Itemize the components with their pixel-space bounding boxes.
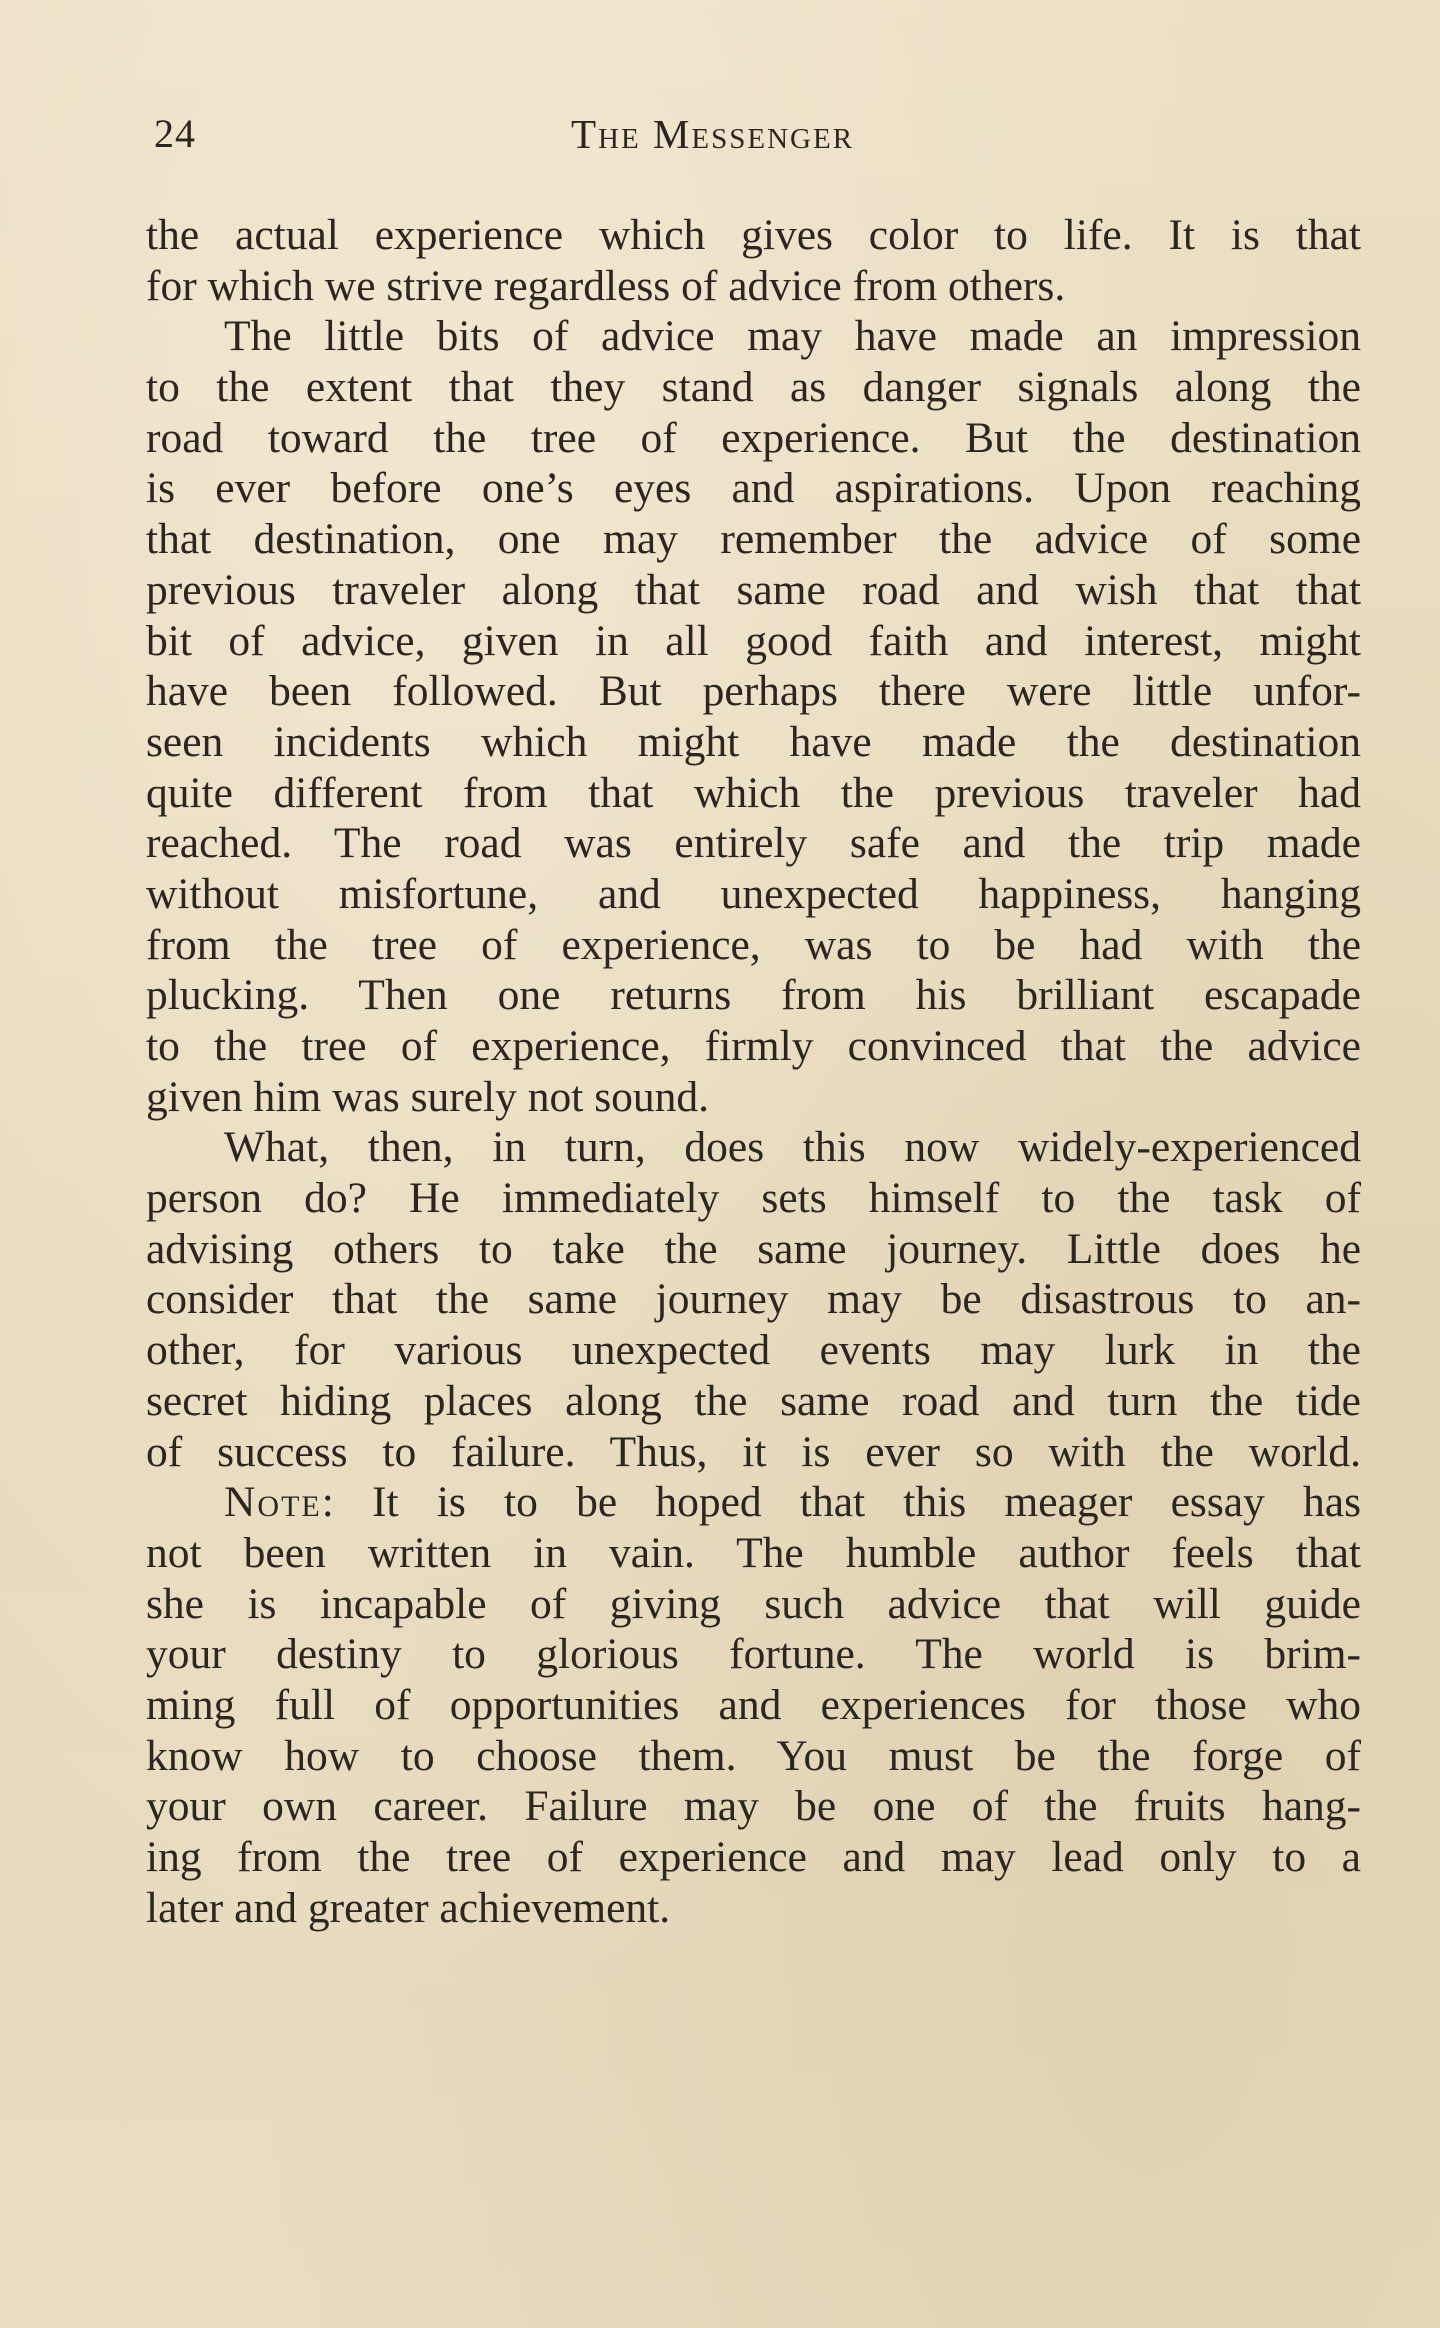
text-line: road toward the tree of experience. But the destination [146,413,1361,462]
text-line: other, for various unexpected events may lurk in the [146,1326,1361,1375]
text-line: bit of advice, given in all good faith and interest, might [146,616,1361,665]
paragraph-2 [146,311,1361,1122]
text-line: person do? He immediately sets himself to the task of [146,1174,1361,1223]
text-line: consider that the same journey may be disastrous to an- [146,1275,1361,1324]
text-line: seen incidents which might have made the destination [146,717,1361,766]
text-line: The little bits of advice may have made an impression [224,312,1361,361]
text-line: reached. The road was entirely safe and the trip made [146,819,1361,868]
body-text [146,210,1361,1933]
running-title: The Messenger [571,111,855,157]
text-line: from the tree of experience, was to be had with the [146,920,1361,969]
text-line: she is incapable of giving such advice that will guide [146,1579,1361,1628]
text-line: ing from the tree of experience and may lead only to a [146,1833,1361,1881]
text-line: not been written in vain. The humble author feels that [146,1528,1361,1577]
text-line: quite different from that which the previous traveler had [146,768,1361,817]
text-line [146,1477,1361,1528]
text-line: advising others to take the same journey. Little does he [146,1224,1361,1273]
text-line: your own career. Failure may be one of the fruits hang- [146,1782,1361,1831]
text-line: What, then, in turn, does this now widely-experienced [224,1123,1361,1172]
text-line: plucking. Then one returns from his brilliant escapade [146,971,1361,1020]
paragraph-1 [146,210,1361,311]
page-number: 24 [154,111,196,156]
page-header [150,104,1360,164]
text-line: of success to failure. Thus, it is ever so with the world. [146,1427,1361,1476]
paragraph-3 [146,1122,1361,1477]
text-line: the actual experience which gives color to life. It is that [146,211,1361,259]
text-line: secret hiding places along the same road and turn the tide [146,1376,1361,1425]
text-line: ming full of opportunities and experiences for those who [146,1680,1361,1729]
note-label: Note [224,1478,322,1527]
text-line: that destination, one may remember the advice of some [146,515,1361,564]
text-line: have been followed. But perhaps there were little unfor- [146,667,1361,716]
text-line: given him was surely not sound. [146,1072,710,1121]
text-line: is ever before one’s eyes and aspirations. Upon reaching [146,464,1361,513]
text-line: without misfortune, and unexpected happiness, hanging [146,869,1361,918]
note-paragraph [146,1477,1361,1933]
note-first-line: : It is to be hoped that this meager essay has [321,1478,1361,1527]
text-line: for which we strive regardless of advice from others. [146,261,1066,310]
text-line: know how to choose them. You must be the forge of [146,1731,1361,1780]
text-line: later and greater achievement. [146,1883,671,1932]
text-line: your destiny to glorious fortune. The world is brim- [146,1630,1361,1679]
text-line: to the tree of experience, firmly convinced that the advice [146,1022,1361,1070]
text-line: to the extent that they stand as danger signals along the [146,363,1361,412]
text-line: previous traveler along that same road and wish that that [146,565,1361,614]
